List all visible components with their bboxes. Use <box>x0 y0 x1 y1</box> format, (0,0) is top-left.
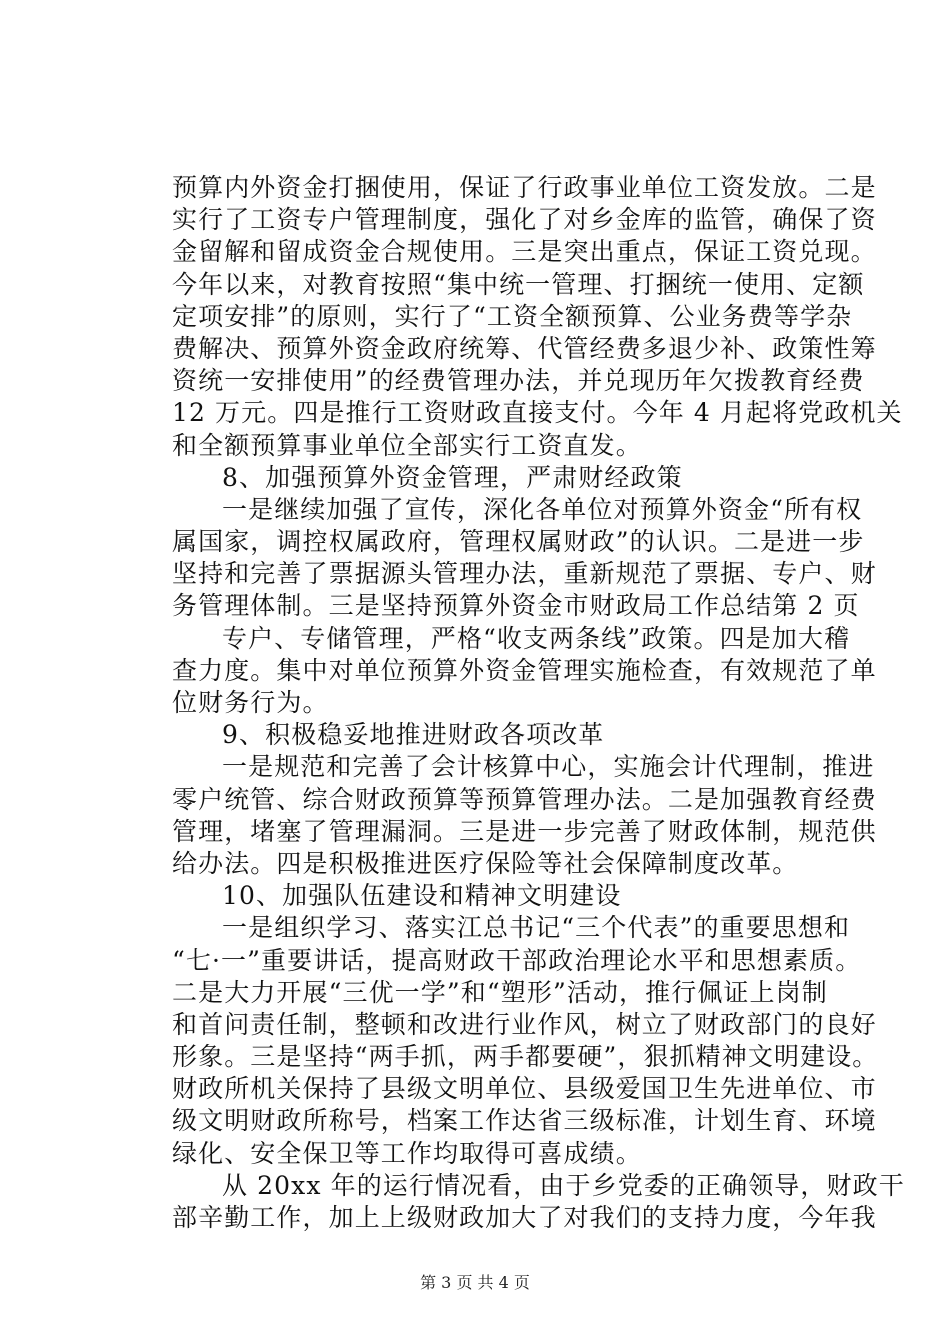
text-line: 位财务行为。 <box>172 688 329 717</box>
text-line: 预算内外资金打捆使用，保证了行政事业单位工资发放。二是 <box>172 173 877 202</box>
text-line: 金留解和留成资金合规使用。三是突出重点，保证工资兑现。 <box>172 237 877 267</box>
text-line: 8、加强预算外资金管理，严肃财经政策 <box>222 462 683 492</box>
text-line: 坚持和完善了票据源头管理办法，重新规范了票据、专户、财 <box>172 559 877 589</box>
text-line: 一是组织学习、落实江总书记“三个代表”的重要思想和 <box>222 913 851 943</box>
text-line: 财政所机关保持了县级文明单位、县级爱国卫生先进单位、市 <box>172 1074 877 1104</box>
text-line: 一是规范和完善了会计核算中心，实施会计代理制，推进 <box>222 752 875 782</box>
text-line: 资统一安排使用”的经费管理办法，并兑现历年欠拨教育经费 <box>172 366 865 396</box>
document-body <box>172 172 905 1234</box>
text-line: 查力度。集中对单位预算外资金管理实施检查，有效规范了单 <box>172 655 877 685</box>
page-footer: 第 3 页 共 4 页 <box>420 1273 530 1292</box>
text-line: 12 万元。四是推行工资财政直接支付。今年 4 月起将党政机关 <box>172 398 903 428</box>
text-line: 务管理体制。三是坚持预算外资金市财政局工作总结第 2 页 <box>172 591 860 621</box>
text-line: 给办法。四是积极推进医疗保险等社会保障制度改革。 <box>172 848 799 878</box>
text-line: 绿化、安全保卫等工作均取得可喜成绩。 <box>172 1138 642 1168</box>
text-line: 管理，堵塞了管理漏洞。三是进一步完善了财政体制，规范供 <box>172 816 877 846</box>
text-line: 级文明财政所称号，档案工作达省三级标准，计划生育、环境 <box>172 1106 877 1136</box>
text-line: 属国家，调控权属政府，管理权属财政”的认识。二是进一步 <box>172 527 865 557</box>
text-line: 形象。三是坚持“两手抓，两手都要硬”，狠抓精神文明建设。 <box>172 1042 879 1072</box>
text-line: 二是大力开展“三优一学”和“塑形”活动，推行佩证上岗制 <box>172 977 828 1007</box>
text-line: 部辛勤工作，加上上级财政加大了对我们的支持力度，今年我 <box>172 1203 877 1232</box>
text-line: 和全额预算事业单位全部实行工资直发。 <box>172 430 642 460</box>
text-line: 从 20xx 年的运行情况看，由于乡党委的正确领导，财政干 <box>222 1170 905 1200</box>
text-line: 实行了工资专户管理制度，强化了对乡金库的监管，确保了资 <box>172 205 877 235</box>
text-line: 零户统管、综合财政预算等预算管理办法。二是加强教育经费 <box>172 784 877 814</box>
text-line: 9、积极稳妥地推进财政各项改革 <box>222 720 605 750</box>
text-line: 专户、专储管理，严格“收支两条线”政策。四是加大稽 <box>222 623 851 653</box>
text-line: 10、加强队伍建设和精神文明建设 <box>222 881 622 911</box>
text-line: 定项安排”的原则，实行了“工资全额预算、公业务费等学杂 <box>172 301 853 331</box>
text-line: 和首问责任制，整顿和改进行业作风，树立了财政部门的良好 <box>172 1009 877 1039</box>
text-line: 今年以来，对教育按照“集中统一管理、打捆统一使用、定额 <box>172 269 865 299</box>
text-line: 费解决、预算外资金政府统筹、代管经费多退少补、政策性筹 <box>172 333 877 363</box>
text-line: “七·一”重要讲话，提高财政干部政治理论水平和思想素质。 <box>172 945 862 975</box>
text-line: 一是继续加强了宣传，深化各单位对预算外资金“所有权 <box>222 494 863 524</box>
